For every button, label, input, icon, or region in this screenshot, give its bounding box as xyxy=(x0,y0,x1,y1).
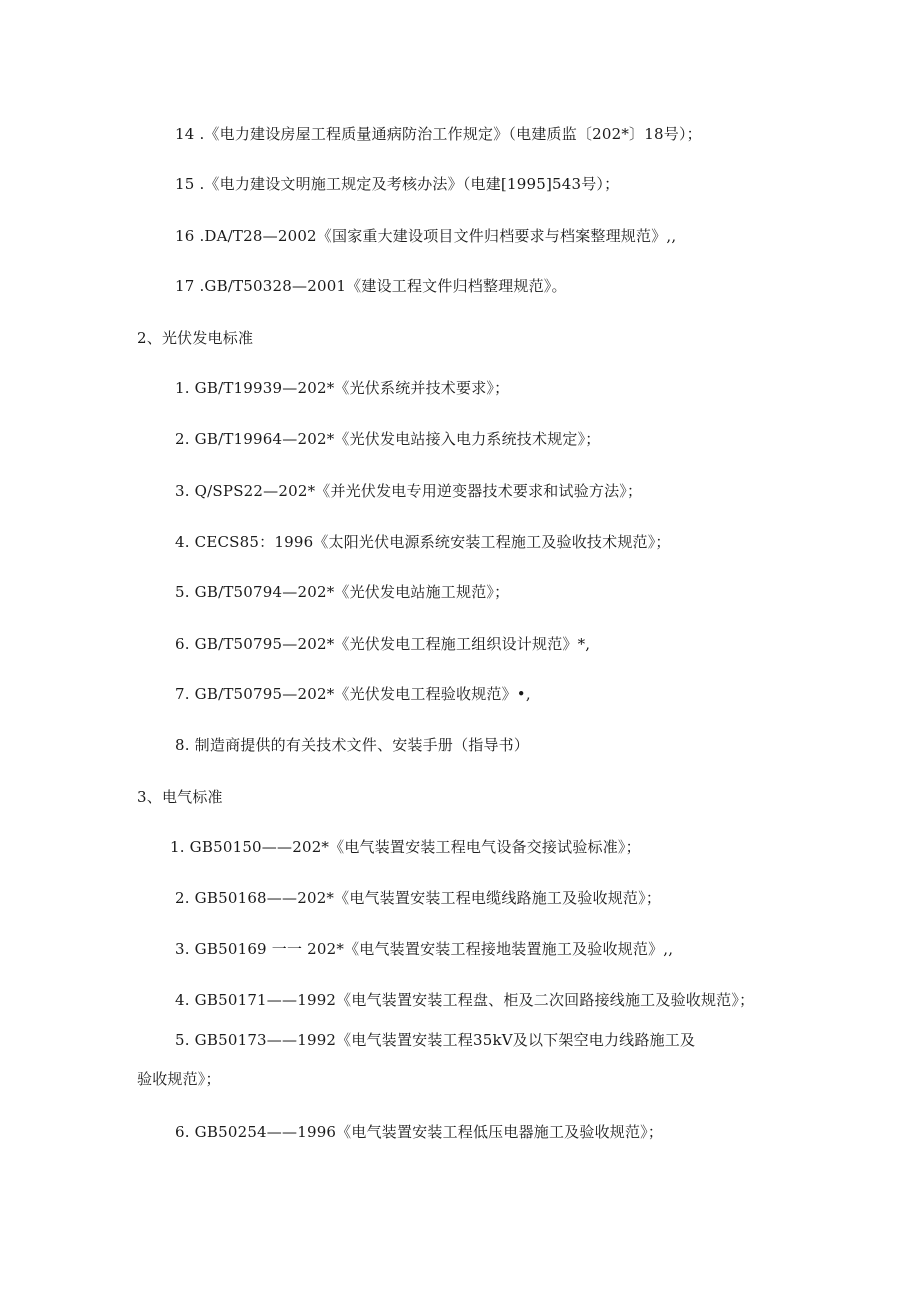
list-item: 16 .DA/T28—2002《国家重大建设项目文件归档要求与档案整理规范》,, xyxy=(175,227,677,245)
list-item: 4. GB50171——1992《电气装置安装工程盘、柜及二次回路接线施工及验收规范》； xyxy=(175,991,755,1009)
list-item: 2. GB50168——202*《电气装置安装工程电缆线路施工及验收规范》； xyxy=(175,889,662,907)
list-item: 3. GB50169 一一 202*《电气装置安装工程接地装置施工及验收规范》,, xyxy=(175,940,674,958)
list-item: 5. GB50173——1992《电气装置安装工程35kV及以下架空电力线路施工及 xyxy=(175,1031,696,1049)
list-item: 15 .《电力建设文明施工规定及考核办法》（电建[1995]543号）； xyxy=(175,175,620,193)
list-item: 1. GB50150——202*《电气装置安装工程电气设备交接试验标准》； xyxy=(170,838,641,856)
list-item: 14 .《电力建设房屋工程质量通病防治工作规定》（电建质监〔202*〕18号）； xyxy=(175,125,702,143)
list-item: 6. GB50254——1996《电气装置安装工程低压电器施工及验收规范》； xyxy=(175,1123,664,1141)
list-item: 1. GB/T19939—202*《光伏系统并技术要求》； xyxy=(175,379,510,397)
list-item: 7. GB/T50795—202*《光伏发电工程验收规范》•, xyxy=(175,685,531,703)
list-item: 3. Q/SPS22—202*《并光伏发电专用逆变器技术要求和试验方法》； xyxy=(175,482,643,500)
list-item: 8. 制造商提供的有关技术文件、安装手册（指导书） xyxy=(175,736,530,754)
section-heading-electrical: 3、电气标准 xyxy=(137,788,223,806)
list-item: 4. CECS85：1996《太阳光伏电源系统安装工程施工及验收技术规范》； xyxy=(175,533,671,551)
list-item: 6. GB/T50795—202*《光伏发电工程施工组织设计规范》*, xyxy=(175,635,591,653)
section-heading-pv: 2、光伏发电标准 xyxy=(137,329,254,347)
list-item-continuation: 验收规范》； xyxy=(137,1070,221,1088)
list-item: 5. GB/T50794—202*《光伏发电站施工规范》； xyxy=(175,583,510,601)
list-item: 17 .GB/T50328—2001《建设工程文件归档整理规范》。 xyxy=(175,277,567,295)
list-item: 2. GB/T19964—202*《光伏发电站接入电力系统技术规定》； xyxy=(175,430,601,448)
